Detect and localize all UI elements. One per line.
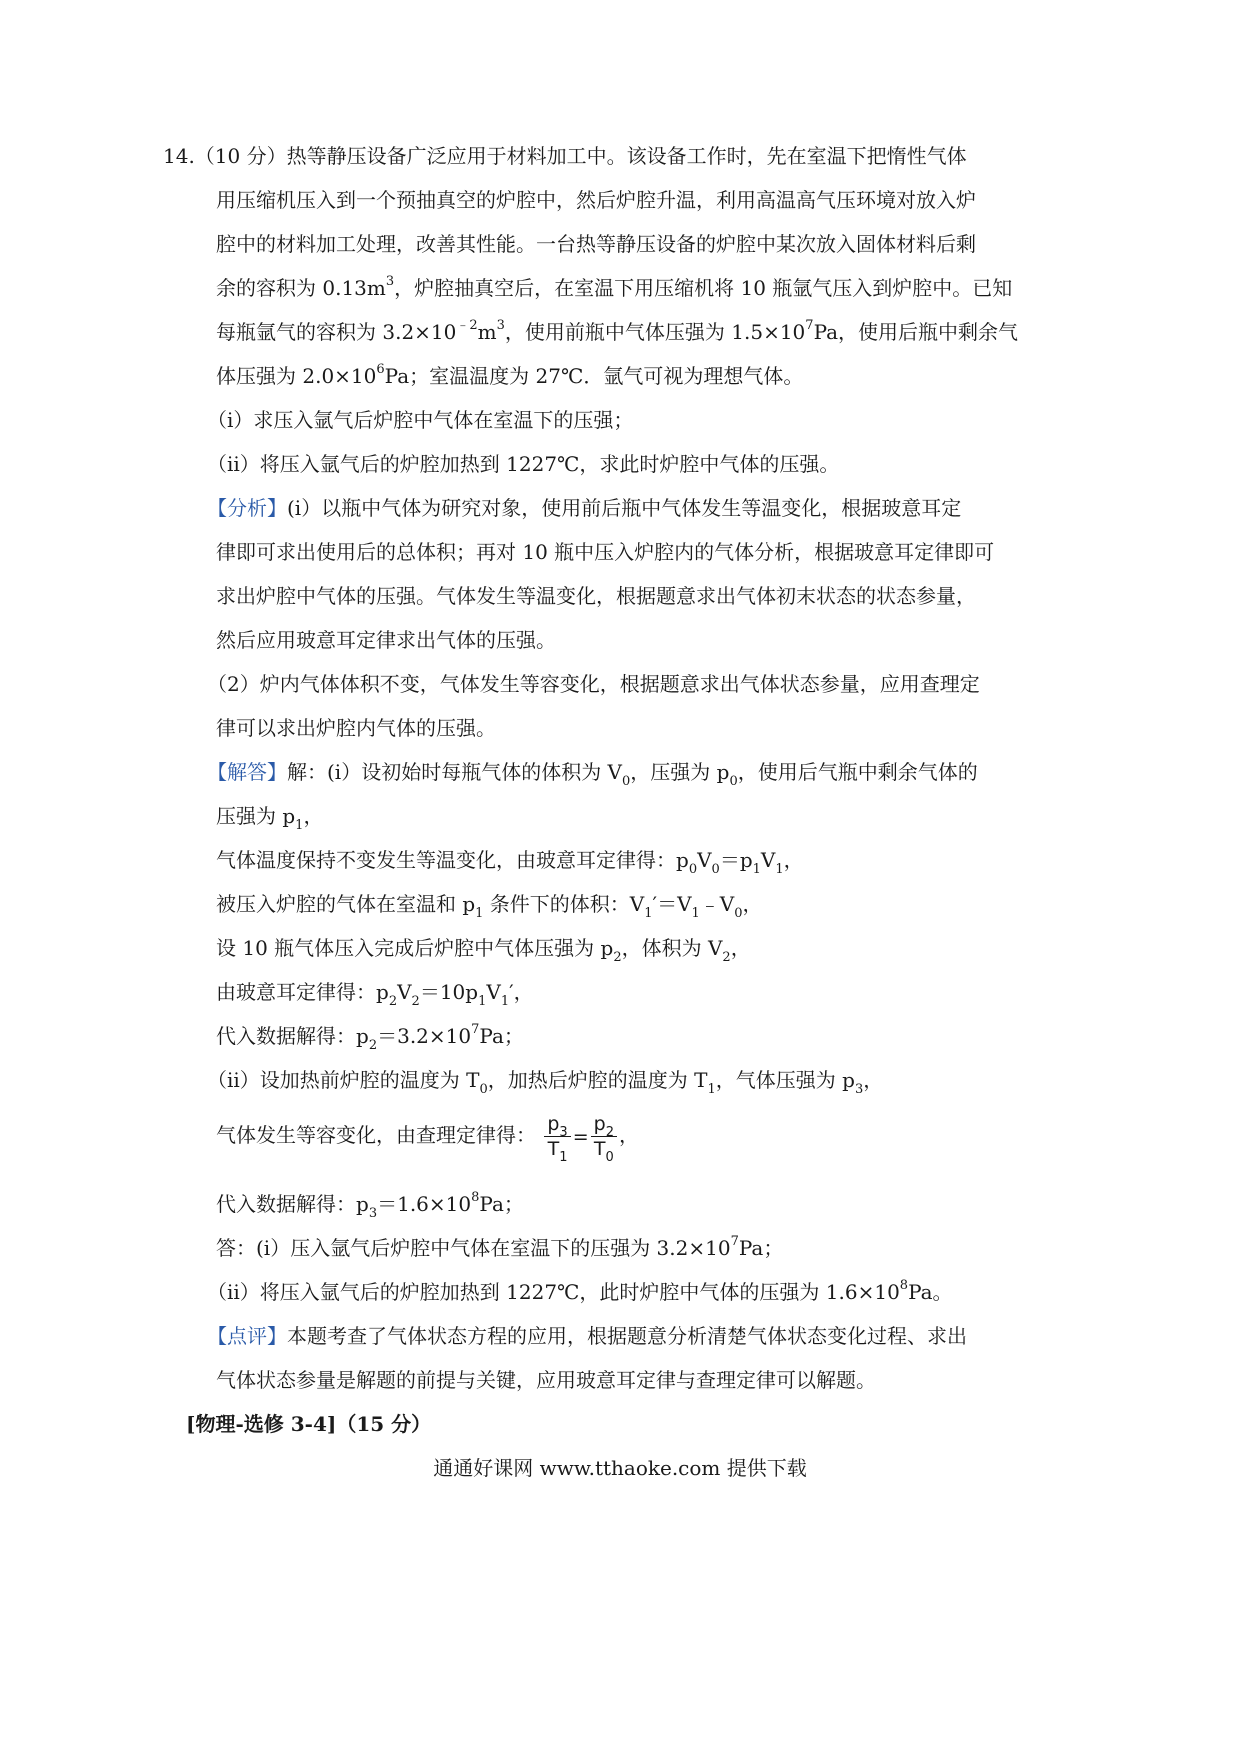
answer-line-6: 由玻意耳定律得：$p_2V_2=10p_1V_1'$， xyxy=(216,980,534,1009)
analysis-line-1: 【分析】(i）以瓶中气体为研究对象，使用前后瓶中气体发生等温变化，根据玻意耳定 xyxy=(207,496,962,520)
answer-conclusion-i: 答：(i）压入氩气后炉腔中气体在室温下的压强为 $3.2\times 10^7Pa$； xyxy=(216,1234,784,1260)
analysis-line-6: 律可以求出炉腔内气体的压强。 xyxy=(216,716,496,740)
analysis-tag: 【分析】 xyxy=(207,496,287,520)
fraction-p2-over-t0: $\frac{p_2}{T_0}$ xyxy=(591,1112,617,1161)
analysis-line-5: （2）炉内气体体积不变，气体发生等容变化，根据题意求出气体状态参量，应用查理定 xyxy=(207,672,980,696)
answer-line-1: 【解答】解：(i）设初始时每瓶气体的体积为 $V_0$，压强为 $p_0$，使用后气瓶中剩余气体的 xyxy=(207,760,978,789)
answer-line-9: 气体发生等容变化，由查理定律得： $\frac{p_3}{T_1}$ = $\frac{p_2}{T_0}$ ， xyxy=(216,1113,639,1165)
question-line-4: 余的容积为 $0.13m^3$，炉腔抽真空后，在室温下用压缩机将 10 瓶氩气压入到炉腔中。已知 xyxy=(216,274,1013,300)
question-line-3: 腔中的材料加工处理，改善其性能。一台热等静压设备的炉腔中某次放入固体材料后剩 xyxy=(216,232,976,256)
answer-line-4: 被压入炉腔的气体在室温和 $p_1$ 条件下的体积：$V_1'=V_1﹣V_0$， xyxy=(216,892,763,921)
analysis-line-3: 求出炉腔中气体的压强。气体发生等温变化，根据题意求出气体初末状态的状态参量， xyxy=(216,584,976,608)
analysis-line-4: 然后应用玻意耳定律求出气体的压强。 xyxy=(216,628,556,652)
section-title: [物理-选修 3-4]（15 分） xyxy=(186,1412,432,1436)
question-line-5: 每瓶氩气的容积为 $3.2\times 10^{﹣2}m^3$，使用前瓶中气体压强为 $1.5\times 10^7Pa$，使用后瓶中剩余气 xyxy=(216,318,1019,344)
sub-question-ii: （ⅱ）将压入氩气后的炉腔加热到 1227℃，求此时炉腔中气体的压强。 xyxy=(207,452,840,476)
question-line-6: 体压强为 $2.0\times 10^6Pa$；室温温度为 27℃．氩气可视为理想气体。 xyxy=(216,362,804,388)
answer-line-5: 设 10 瓶气体压入完成后炉腔中气体压强为 $p_2$，体积为 $V_2$， xyxy=(216,936,751,965)
comment-line-1: 【点评】本题考查了气体状态方程的应用，根据题意分析清楚气体状态变化过程、求出 xyxy=(207,1324,967,1348)
question-line-1: 14.（10 分）热等静压设备广泛应用于材料加工中。该设备工作时，先在室温下把惰性气体 xyxy=(163,144,967,168)
page-footer: 通通好课网 www.tthaoke.com 提供下载 xyxy=(433,1456,807,1480)
answer-line-2: 压强为 $p_1$， xyxy=(216,804,324,833)
sub-question-i: （i）求压入氩气后炉腔中气体在室温下的压强； xyxy=(207,408,634,432)
comment-tag: 【点评】 xyxy=(207,1324,287,1348)
answer-line-8: （ii）设加热前炉腔的温度为 $T_0$，加热后炉腔的温度为 $T_1$，气体压强为 $p_3$， xyxy=(207,1068,884,1097)
answer-line-7: 代入数据解得：$p_2=3.2\times 10^7Pa$； xyxy=(216,1022,524,1053)
comment-line-2: 气体状态参量是解题的前提与关键，应用玻意耳定律与查理定律可以解题。 xyxy=(216,1368,876,1392)
answer-tag: 【解答】 xyxy=(207,760,287,784)
answer-line-3: 气体温度保持不变发生等温变化，由玻意耳定律得：$p_0V_0=p_1V_1$， xyxy=(216,848,804,877)
answer-conclusion-ii: （ⅱ）将压入氩气后的炉腔加热到 1227℃，此时炉腔中气体的压强为 $1.6\times 10^8Pa$。 xyxy=(207,1278,953,1304)
fraction-p3-over-t1: $\frac{p_3}{T_1}$ xyxy=(544,1112,570,1161)
answer-line-10: 代入数据解得：$p_3=1.6\times 10^8Pa$； xyxy=(216,1190,524,1221)
equals-sign: = xyxy=(572,1125,589,1148)
analysis-line-2: 律即可求出使用后的总体积；再对 10 瓶中压入炉腔内的气体分析，根据玻意耳定律即可 xyxy=(216,540,995,564)
question-line-2: 用压缩机压入到一个预抽真空的炉腔中，然后炉腔升温，利用高温高气压环境对放入炉 xyxy=(216,188,976,212)
